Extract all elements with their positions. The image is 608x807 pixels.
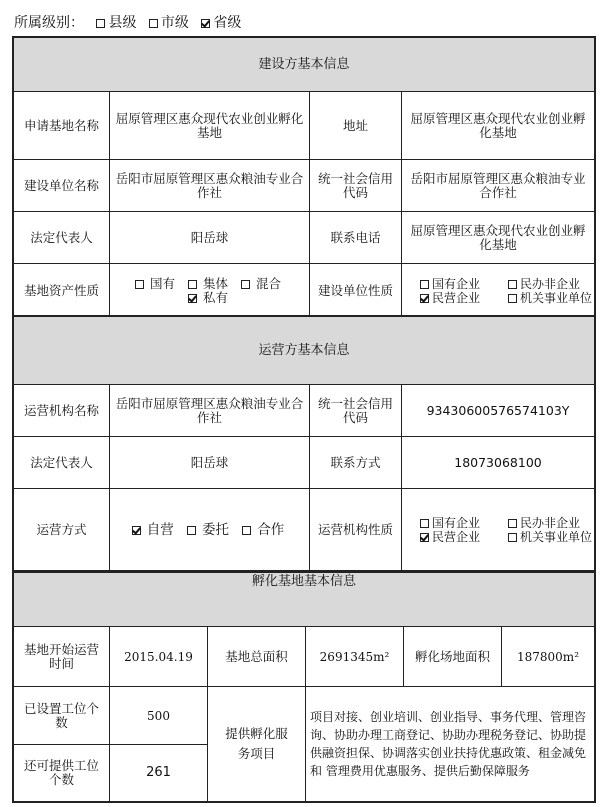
unit-name-value: 岳阳市屈原管理区惠众粮油专业合作社 — [110, 160, 310, 212]
phone-value: 屈原管理区惠众现代农业创业孵化基地 — [402, 212, 595, 264]
checkbox-icon[interactable] — [188, 280, 197, 289]
incubator-section-title: 孵化基地基本信息 — [14, 573, 595, 627]
legal-rep-label: 法定代表人 — [14, 212, 110, 264]
mode-option-self[interactable]: 自营 — [132, 522, 177, 538]
checked-checkbox-icon[interactable] — [420, 533, 429, 542]
level-option-city[interactable]: 市级 — [149, 12, 189, 32]
total-area-value: 2691345m² — [306, 627, 404, 687]
operator-contact-value: 18073068100 — [402, 437, 595, 489]
base-name-value: 屈原管理区惠众现代农业创业孵化基地 — [110, 92, 310, 160]
operator-mode-label: 运营方式 — [14, 489, 110, 571]
checkbox-icon[interactable] — [187, 526, 196, 535]
checkbox-icon[interactable] — [508, 294, 517, 303]
stations-set-value: 500 — [110, 687, 208, 745]
builder-section-title: 建设方基本信息 — [14, 38, 595, 92]
base-name-label: 申请基地名称 — [14, 92, 110, 160]
incubation-area-value: 187800m² — [502, 627, 595, 687]
checkbox-icon[interactable] — [241, 280, 250, 289]
operator-section — [12, 315, 596, 572]
operator-nature-govt[interactable]: 机关事业单位 — [508, 530, 595, 544]
level-label: 所属级别： — [14, 15, 84, 31]
unit-nature-options — [402, 264, 595, 318]
address-value: 屈原管理区惠众现代农业创业孵化基地 — [402, 92, 595, 160]
phone-label: 联系电话 — [310, 212, 402, 264]
stations-available-value: 261 — [110, 745, 208, 802]
checked-checkbox-icon[interactable] — [188, 294, 197, 303]
operator-rep-value: 阳岳球 — [110, 437, 310, 489]
operator-nature-private[interactable]: 民营企业 — [420, 530, 508, 544]
incubation-area-label: 孵化场地面积 — [404, 627, 502, 687]
asset-option-private[interactable]: 私有 — [188, 290, 231, 305]
checked-checkbox-icon[interactable] — [132, 526, 141, 535]
checkbox-icon[interactable] — [508, 280, 517, 289]
credit-code-value: 岳阳市屈原管理区惠众粮油专业合作社 — [402, 160, 595, 212]
checkbox-icon[interactable] — [420, 519, 429, 528]
total-area-label: 基地总面积 — [208, 627, 306, 687]
unit-nature-private[interactable]: 民营企业 — [420, 291, 508, 305]
checkbox-icon[interactable] — [508, 519, 517, 528]
stations-available-label: 还可提供工位个数 — [14, 745, 110, 802]
checkbox-icon[interactable] — [420, 280, 429, 289]
operator-credit-value: 93430600576574103Y — [402, 385, 595, 437]
services-value: 项目对接、创业培训、创业指导、事务代理、管理咨询、协助办理工商登记、协助办理税务登记、协助提供融资担保、协调落实创业扶持优惠政策、租金减免和 管理费用优惠服务、提供后勤保障服务 — [306, 687, 595, 802]
checkbox-icon[interactable] — [135, 280, 144, 289]
operator-nature-options — [402, 489, 595, 571]
asset-nature-options — [110, 264, 310, 318]
mode-option-entrust[interactable]: 委托 — [187, 522, 232, 538]
level-selector — [14, 12, 241, 32]
asset-option-state[interactable]: 国有 — [135, 276, 178, 291]
checkbox-icon[interactable] — [508, 533, 517, 542]
operator-credit-label: 统一社会信用代码 — [310, 385, 402, 437]
stations-set-label: 已设置工位个数 — [14, 687, 110, 745]
unit-nature-nonprofit[interactable]: 民办非企业 — [508, 277, 595, 291]
asset-nature-label: 基地资产性质 — [14, 264, 110, 318]
checked-checkbox-icon[interactable] — [201, 19, 210, 28]
legal-rep-value: 阳岳球 — [110, 212, 310, 264]
services-label: 提供孵化服务项目 — [208, 687, 306, 802]
unit-name-label: 建设单位名称 — [14, 160, 110, 212]
address-label: 地址 — [310, 92, 402, 160]
unit-nature-state[interactable]: 国有企业 — [420, 277, 508, 291]
asset-option-collective[interactable]: 集体 — [188, 276, 231, 291]
operator-org-label: 运营机构名称 — [14, 385, 110, 437]
start-time-value: 2015.04.19 — [110, 627, 208, 687]
operator-mode-options — [110, 489, 310, 571]
incubator-section — [12, 571, 596, 803]
mode-option-coop[interactable]: 合作 — [242, 522, 287, 538]
operator-section-title: 运营方基本信息 — [14, 317, 595, 385]
level-option-county[interactable]: 县级 — [96, 12, 136, 32]
level-option-province[interactable]: 省级 — [201, 12, 241, 32]
operator-org-value: 岳阳市屈原管理区惠众粮油专业合作社 — [110, 385, 310, 437]
checkbox-icon[interactable] — [242, 526, 251, 535]
operator-contact-label: 联系方式 — [310, 437, 402, 489]
operator-nature-label: 运营机构性质 — [310, 489, 402, 571]
checkbox-icon[interactable] — [149, 19, 158, 28]
start-time-label: 基地开始运营时间 — [14, 627, 110, 687]
unit-nature-govt[interactable]: 机关事业单位 — [508, 291, 595, 305]
unit-nature-label: 建设单位性质 — [310, 264, 402, 318]
operator-rep-label: 法定代表人 — [14, 437, 110, 489]
operator-nature-nonprofit[interactable]: 民办非企业 — [508, 516, 595, 530]
builder-section — [12, 36, 596, 316]
operator-nature-state[interactable]: 国有企业 — [420, 516, 508, 530]
checked-checkbox-icon[interactable] — [420, 294, 429, 303]
checkbox-icon[interactable] — [96, 19, 105, 28]
credit-code-label: 统一社会信用代码 — [310, 160, 402, 212]
asset-option-mixed[interactable]: 混合 — [241, 276, 284, 291]
